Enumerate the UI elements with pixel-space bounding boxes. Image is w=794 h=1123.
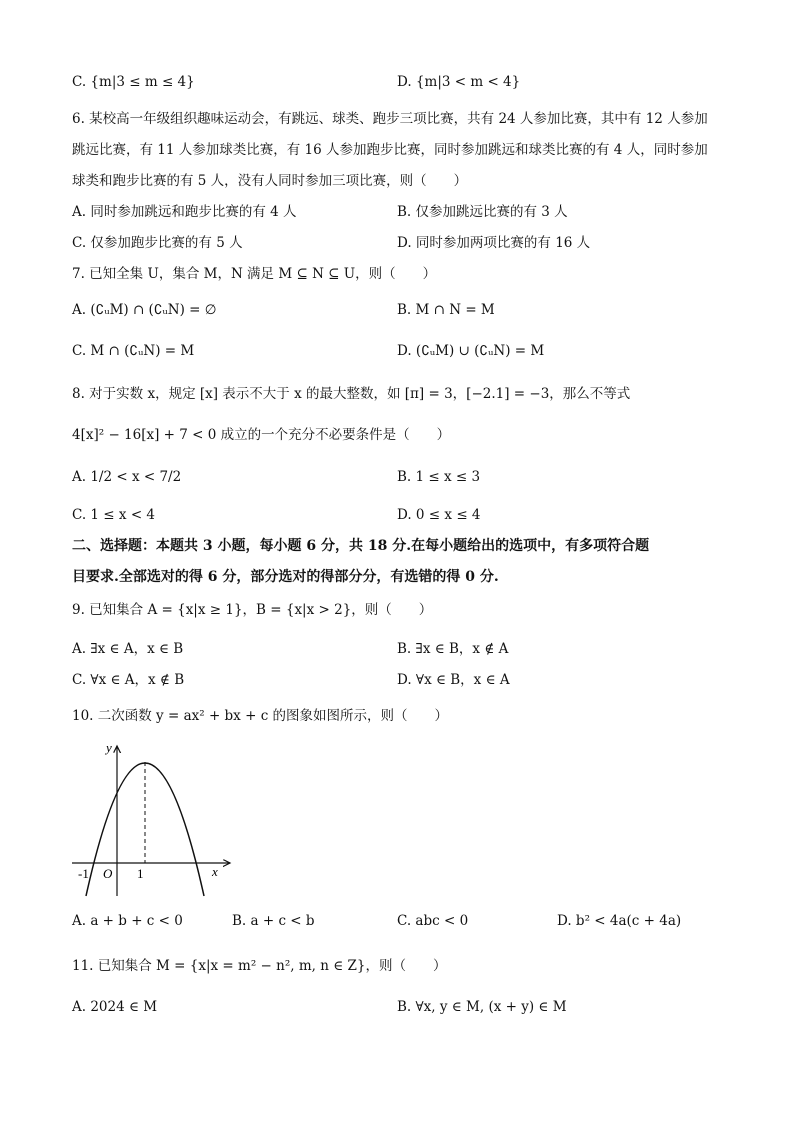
q5-option-c: C. {m|3 ≤ m ≤ 4} [72,74,195,90]
q8-stem-line2: 4[x]² − 16[x] + 7 < 0 成立的一个充分不必要条件是（ ） [72,427,451,443]
q11-stem: 11. 已知集合 M = {x|x = m² − n², m, n ∈ Z}，则（ ） [72,958,447,974]
q9-option-d: D. ∀x ∈ B，x ∈ A [397,672,510,688]
q9-option-a: A. ∃x ∈ A，x ∈ B [72,641,184,657]
tick-label-1: 1 [137,866,144,881]
q8-stem-line1: 8. 对于实数 x，规定 [x] 表示不大于 x 的最大整数，如 [π] = 3，[−2.1] = −3，那么不等式 [72,386,631,402]
q9-option-c: C. ∀x ∈ A，x ∉ B [72,672,185,688]
q6-option-c: C. 仅参加跑步比赛的有 5 人 [72,235,243,251]
q6-option-d: D. 同时参加两项比赛的有 16 人 [397,235,591,251]
q11-option-a: A. 2024 ∈ M [72,999,158,1015]
q7-option-c: C. M ∩ (∁ᵤN) = M [72,343,195,359]
q6-option-b: B. 仅参加跳远比赛的有 3 人 [397,204,568,220]
q10-option-c: C. abc < 0 [397,913,469,929]
q7-option-a: A. (∁ᵤM) ∩ (∁ᵤN) = ∅ [72,302,217,318]
q10-option-a: A. a + b + c < 0 [72,913,183,929]
q7-option-b: B. M ∩ N = M [397,302,495,318]
q6-stem-line2: 跳远比赛，有 11 人参加球类比赛，有 16 人参加跑步比赛，同时参加跳远和球类比赛的有 4 人，同时参加 [72,142,708,158]
x-axis-label: x [212,864,218,879]
q8-option-b: B. 1 ≤ x ≤ 3 [397,469,481,485]
q8-option-c: C. 1 ≤ x < 4 [72,507,156,523]
q10-option-b: B. a + c < b [232,913,315,929]
q6-stem-line3: 球类和跑步比赛的有 5 人，没有人同时参加三项比赛，则（ ） [72,173,468,189]
q7-option-d: D. (∁ᵤM) ∪ (∁ᵤN) = M [397,343,545,359]
q11-option-b: B. ∀x, y ∈ M, (x + y) ∈ M [397,999,567,1015]
q7-stem: 7. 已知全集 U，集合 M，N 满足 M ⊆ N ⊆ U，则（ ） [72,266,437,282]
origin-label: O [103,866,113,881]
section2-heading-line2: 目要求.全部选对的得 6 分，部分选对的得部分分，有选错的得 0 分. [72,569,499,585]
q10-parabola-figure [70,738,240,898]
q9-stem: 9. 已知集合 A = {x|x ≥ 1}，B = {x|x > 2}，则（ ） [72,602,433,618]
q6-stem-line1: 6. 某校高一年级组织趣味运动会，有跳远、球类、跑步三项比赛，共有 24 人参加比赛，其中有 12 人参加 [72,111,708,127]
q8-option-d: D. 0 ≤ x ≤ 4 [397,507,481,523]
section2-heading-line1: 二、选择题：本题共 3 小题，每小题 6 分，共 18 分.在每小题给出的选项中，有多项符合题 [72,538,650,554]
q9-option-b: B. ∃x ∈ B，x ∉ A [397,641,509,657]
q10-stem: 10. 二次函数 y = ax² + bx + c 的图象如图所示，则（ ） [72,708,449,724]
q5-option-d: D. {m|3 < m < 4} [397,74,521,90]
y-axis-label: y [106,740,112,755]
tick-label-neg1: -1 [78,866,89,881]
q8-option-a: A. 1/2 < x < 7/2 [72,469,182,485]
q10-option-d: D. b² < 4a(c + 4a) [557,913,682,929]
q6-option-a: A. 同时参加跳远和跑步比赛的有 4 人 [72,204,297,220]
